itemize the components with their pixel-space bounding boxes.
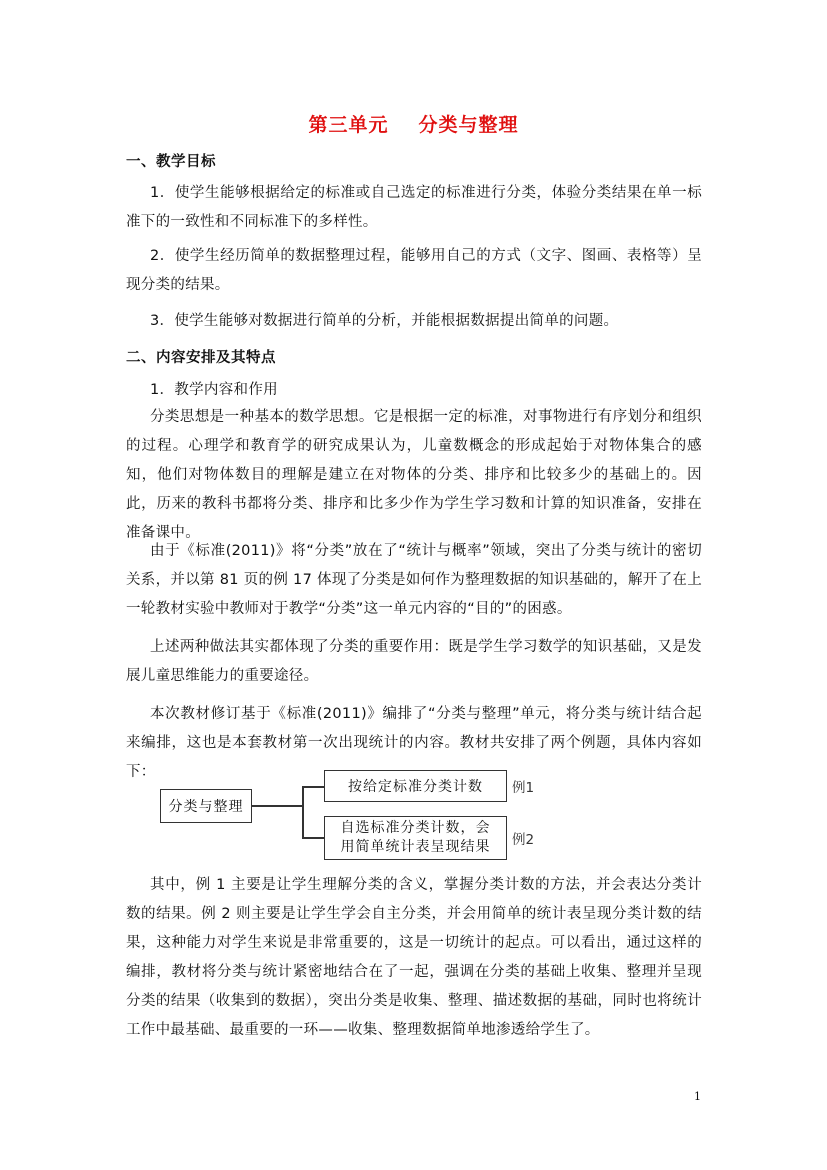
connector-root — [252, 805, 302, 807]
section-heading-content: 二、内容安排及其特点 — [126, 350, 276, 366]
page-title — [0, 110, 827, 137]
connector-branch-1 — [302, 786, 324, 788]
section-heading-goals: 一、教学目标 — [126, 154, 216, 170]
title-topic: 分类与整理 — [418, 114, 519, 136]
body-paragraph-3: 上述两种做法其实都体现了分类的重要作用：既是学生学习数学的知识基础，又是发展儿童思维能力的重要途径。 — [126, 639, 702, 684]
title-unit: 第三单元 — [308, 114, 389, 136]
branch-2-line-1: 自选标准分类计数，会 — [340, 820, 491, 836]
connector-vertical — [302, 786, 304, 838]
connector-branch-2 — [302, 837, 324, 839]
body-paragraph-4: 本次教材修订基于《标准(2011)》编排了“分类与整理”单元，将分类与统计结合起来编排，这也是本套教材第一次出现统计的内容。教材共安排了两个例题，具体内容如下： — [126, 706, 702, 780]
branch-2-line-2: 用简单统计表呈现结果 — [340, 839, 491, 855]
subsection-heading: 1．教学内容和作用 — [150, 382, 278, 398]
example-1-tag: 例1 — [512, 780, 535, 796]
diagram-branch-2-box — [324, 816, 507, 860]
goal-1-paragraph: 1．使学生能够根据给定的标准或自己选定的标准进行分类，体验分类结果在单一标准下的一致性和不同标准下的多样性。 — [126, 185, 702, 230]
example-2-tag: 例2 — [512, 832, 535, 848]
diagram-branch-1-box: 按给定标准分类计数 — [324, 770, 507, 802]
classification-diagram — [160, 767, 560, 867]
goal-2-paragraph: 2．使学生经历简单的数据整理过程，能够用自己的方式（文字、图画、表格等）呈现分类的结果。 — [126, 248, 702, 293]
body-paragraph-1: 分类思想是一种基本的数学思想。它是根据一定的标准，对事物进行有序划分和组织的过程。心理学和教育学的研究成果认为，儿童数概念的形成起始于对物体集合的感知，他们对物体数目的理解是建立在对物体的分类、排序和比较多少的基础上的。因此，历来的教科书都将分类、排序和比多少作为学生学习数和计算的知识准备，安排在准备课中。 — [126, 409, 702, 541]
page-number: 1 — [694, 1090, 701, 1103]
body-paragraph-5: 其中，例 1 主要是让学生理解分类的含义，掌握分类计数的方法，并会表达分类计数的结果。例 2 则主要是让学生学会自主分类，并会用简单的统计表呈现分类计数的结果，这种能力对学生来说是非常重要的，这是一切统计的起点。可以看出，通过这样的编排，教材将分类与统计紧密地结合在了一起，强调在分类的基础上收集、整理并呈现分类的结果（收集到的数据），突出分类是收集、整理、描述数据的基础，同时也将统计工作中最基础、最重要的一环——收集、整理数据简单地渗透给学生了。 — [126, 877, 702, 1038]
goal-3-paragraph: 3．使学生能够对数据进行简单的分析，并能根据数据提出简单的问题。 — [150, 313, 619, 329]
body-paragraph-2: 由于《标准(2011)》将“分类”放在了“统计与概率”领域，突出了分类与统计的密切关系，并以第 81 页的例 17 体现了分类是如何作为整理数据的知识基础的，解开了在上一轮教材实验中教师对于教学“分类”这一单元内容的“目的”的困惑。 — [126, 543, 702, 617]
diagram-root-box: 分类与整理 — [160, 789, 252, 823]
